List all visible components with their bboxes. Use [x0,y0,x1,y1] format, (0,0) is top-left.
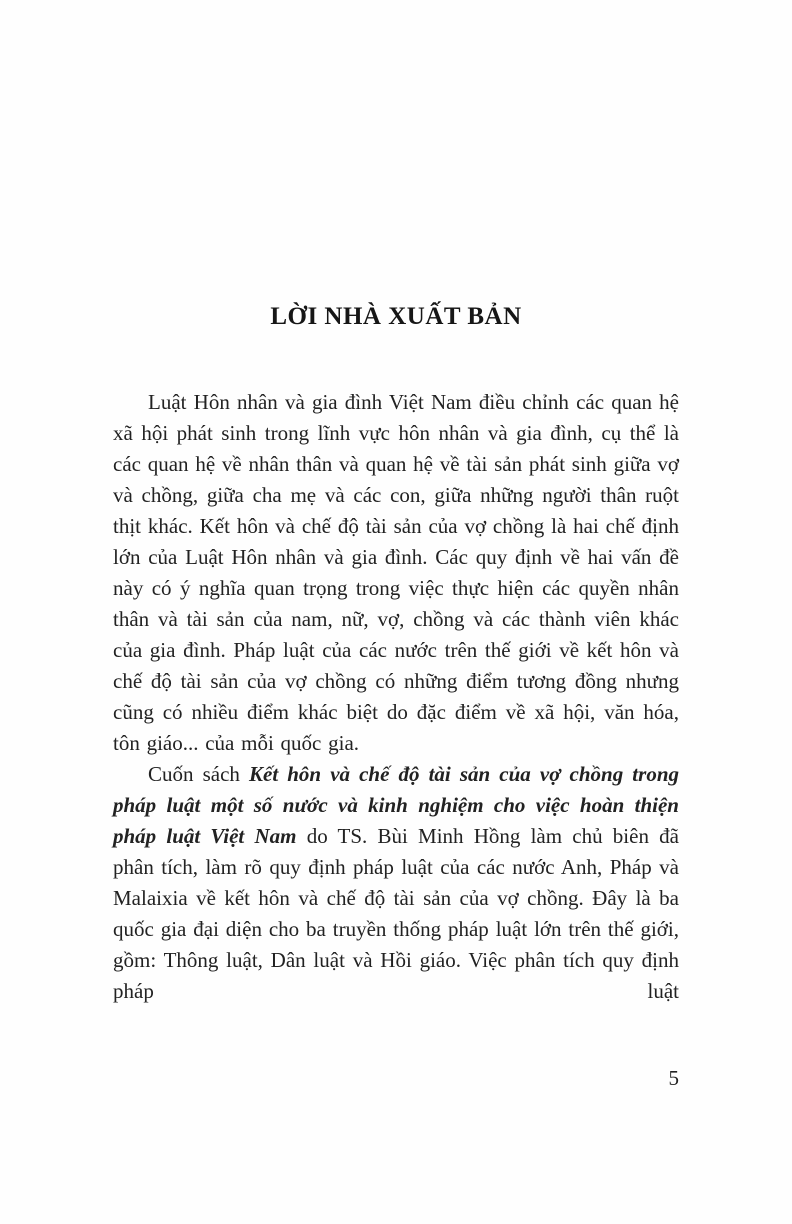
paragraph [113,759,679,1007]
paragraphs [113,387,679,1007]
page-number: 5 [668,1066,679,1090]
book-title-emphasis: Kết hôn và chế độ tài sản của vợ chồng trong pháp luật một số nước và kinh nghiệm cho việc hoàn thiện pháp luật Việt Nam [113,762,679,848]
paragraph [113,387,679,759]
paragraph-text: do TS. Bùi Minh Hồng làm chủ biên đã phân tích, làm rõ quy định pháp luật của các nước Anh, Pháp và Malaixia về kết hôn và chế độ tài sản của vợ chồng. Đây là ba quốc gia đại diện cho ba truyền thống pháp luật lớn trên thế giới, gồm: Thông luật, Dân luật và Hồi giáo. Việc phân tích quy định pháp luật [113,824,679,1003]
paragraph-text: Luật Hôn nhân và gia đình Việt Nam điều chỉnh các quan hệ xã hội phát sinh trong lĩnh vực hôn nhân và gia đình, cụ thể là các quan hệ về nhân thân và quan hệ về tài sản phát sinh giữa vợ và chồng, giữa cha mẹ và các con, giữa những người thân ruột thịt khác. Kết hôn và chế độ tài sản của vợ chồng là hai chế định lớn của Luật Hôn nhân và gia đình. Các quy định về hai vấn đề này có ý nghĩa quan trọng trong việc thực hiện các quyền nhân thân và tài sản của nam, nữ, vợ, chồng và các thành viên khác của gia đình. Pháp luật của các nước trên thế giới về kết hôn và chế độ tài sản của vợ chồng có những điểm tương đồng nhưng cũng có nhiều điểm khác biệt do đặc điểm về xã hội, văn hóa, tôn giáo... của mỗi quốc gia. [113,390,679,755]
page-title: LỜI NHÀ XUẤT BẢN [270,303,522,330]
page-content [113,303,679,1007]
paragraph-text: Cuốn sách [148,762,249,786]
